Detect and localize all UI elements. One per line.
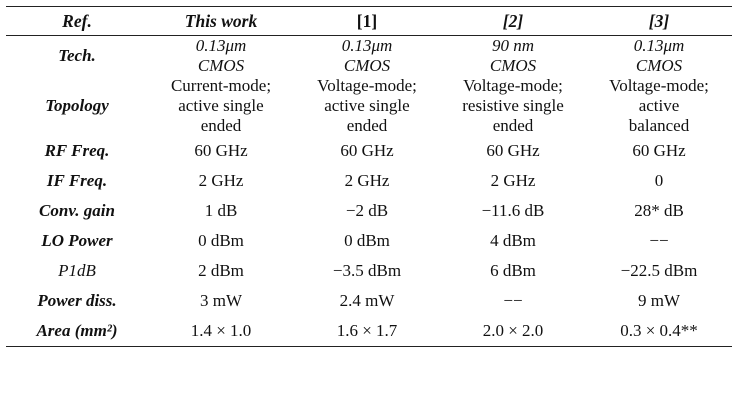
cell-area-col2: 1.6 × 1.7 [294, 316, 440, 347]
cell-power-diss-col2: 2.4 mW [339, 291, 395, 310]
cell-tech-col3 [440, 36, 586, 77]
cell-rf-freq-col3: 60 GHz [486, 141, 540, 160]
cell-line: CMOS [635, 56, 683, 75]
cell-line: ended [346, 116, 388, 135]
cell-p1db-col2: −3.5 dBm [332, 261, 402, 280]
cell-rf-freq-col4: 60 GHz [632, 141, 686, 160]
cell-rf-freq-col2: 60 GHz [340, 141, 394, 160]
cell-tech-col2 [294, 36, 440, 77]
table-row-lo-power [6, 226, 732, 256]
table-row-rf-freq [6, 136, 732, 166]
row-label-if-freq: IF Freq. [46, 171, 108, 190]
table-row-tech [6, 36, 732, 77]
cell-conv-gain-col1: 1 dB [204, 201, 238, 220]
cell-rf-freq-col1: 60 GHz [194, 141, 248, 160]
cell-line: ended [492, 116, 534, 135]
cell-topology-col1 [148, 76, 294, 136]
table-body [6, 36, 732, 347]
cell-line: Voltage-mode; [609, 76, 709, 95]
cell-power-diss-col1: 3 mW [199, 291, 243, 310]
cell-line: Current-mode; [170, 76, 272, 95]
cell-line: active single [324, 96, 410, 115]
row-label-area: Area (mm²) [6, 316, 148, 347]
cell-line: 90 nm [491, 36, 535, 55]
cell-lo-power-col1: 0 dBm [198, 231, 244, 250]
table-row-area [6, 316, 732, 347]
table-header [6, 7, 732, 36]
row-label-p1db: P1dB [58, 261, 96, 280]
table-row-if-freq [6, 166, 732, 196]
cell-p1db-col3: 6 dBm [490, 261, 536, 280]
cell-line: resistive single [462, 96, 564, 115]
cell-if-freq-col1: 2 GHz [198, 171, 244, 190]
cell-conv-gain-col2: −2 dB [345, 201, 389, 220]
header-row [6, 7, 732, 36]
cell-area-col4: 0.3 × 0.4** [586, 316, 732, 347]
row-label-lo-power: LO Power [41, 231, 113, 250]
cell-line: balanced [628, 116, 690, 135]
cell-line: active single [178, 96, 264, 115]
cell-tech-col1 [148, 36, 294, 77]
table-row-p1db [6, 256, 732, 286]
cell-topology-col3 [440, 76, 586, 136]
header-ref-2: [2] [440, 7, 586, 36]
row-label-topology: Topology [45, 96, 109, 115]
cell-p1db-col4: −22.5 dBm [620, 261, 698, 280]
cell-line: CMOS [489, 56, 537, 75]
header-this-work: This work [148, 7, 294, 36]
comparison-table-container [6, 6, 732, 347]
cell-lo-power-col2: 0 dBm [344, 231, 390, 250]
cell-if-freq-col4: 0 [654, 171, 664, 190]
cell-lo-power-col4: −− [649, 231, 669, 250]
cell-line: CMOS [343, 56, 391, 75]
cell-line: 0.13μm [341, 36, 393, 55]
cell-power-diss-col3: −− [503, 291, 523, 310]
row-label-power-diss: Power diss. [37, 291, 117, 310]
cell-power-diss-col4: 9 mW [637, 291, 681, 310]
header-ref: Ref. [6, 7, 148, 36]
comparison-table [6, 6, 732, 347]
row-label-conv-gain: Conv. gain [39, 201, 115, 220]
cell-conv-gain-col4: 28* dB [634, 201, 684, 220]
cell-tech-col4 [586, 36, 732, 77]
cell-line: ended [200, 116, 242, 135]
cell-conv-gain-col3: −11.6 dB [481, 201, 545, 220]
cell-lo-power-col3: 4 dBm [490, 231, 536, 250]
cell-if-freq-col2: 2 GHz [344, 171, 390, 190]
table-row-power-diss [6, 286, 732, 316]
cell-line: Voltage-mode; [317, 76, 417, 95]
row-label-tech: Tech. [58, 46, 96, 65]
cell-if-freq-col3: 2 GHz [490, 171, 536, 190]
table-row-conv-gain [6, 196, 732, 226]
cell-topology-col2 [294, 76, 440, 136]
cell-area-col3: 2.0 × 2.0 [440, 316, 586, 347]
cell-line: 0.13μm [195, 36, 247, 55]
cell-line: Voltage-mode; [463, 76, 563, 95]
cell-line: 0.13μm [633, 36, 685, 55]
cell-line: CMOS [197, 56, 245, 75]
cell-line: active [638, 96, 680, 115]
cell-topology-col4 [586, 76, 732, 136]
table-row-topology [6, 76, 732, 136]
cell-area-col1: 1.4 × 1.0 [148, 316, 294, 347]
header-ref-3: [3] [586, 7, 732, 36]
cell-p1db-col1: 2 dBm [198, 261, 244, 280]
header-ref-1: [1] [294, 7, 440, 36]
row-label-rf-freq: RF Freq. [44, 141, 110, 160]
